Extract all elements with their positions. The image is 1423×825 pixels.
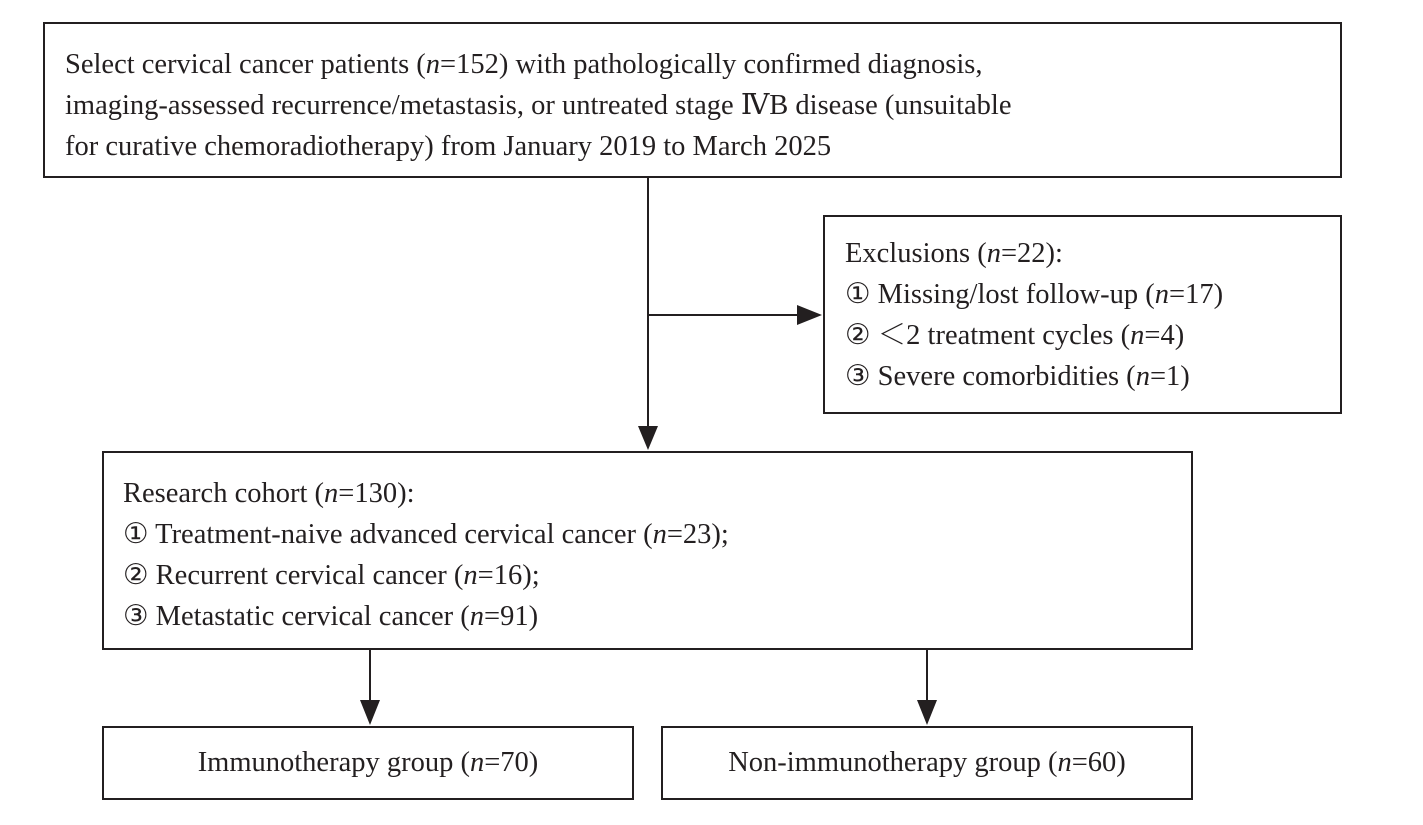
cohort-n-label: n [324, 478, 339, 509]
non-immunotherapy-label-a: Non-immunotherapy group ( [728, 747, 1058, 778]
cohort-item-3-b: =91) [484, 601, 539, 632]
selection-line-1-b: =152) with pathologically confirmed diagnosis, [440, 49, 983, 80]
immunotherapy-label-b: =70) [484, 747, 539, 778]
cohort-item-1 [123, 514, 1191, 555]
cohort-item-3 [123, 596, 1191, 637]
exclusion-item-2-a: ② ＜2 treatment cycles ( [845, 320, 1131, 351]
cohort-item-2-a: ② Recurrent cervical cancer ( [123, 560, 464, 591]
exclusions-title [845, 233, 1340, 274]
exclusion-item-1 [845, 274, 1340, 315]
immunotherapy-group-label [198, 747, 539, 779]
immunotherapy-n-label: n [469, 747, 485, 778]
selection-line-1-a: Select cervical cancer patients ( [65, 49, 426, 80]
exclusion-item-1-n: n [1154, 279, 1170, 310]
patient-selection-box [43, 22, 1342, 178]
research-cohort-box [102, 451, 1193, 650]
exclusions-title-b: =22): [1000, 238, 1063, 269]
cohort-item-2 [123, 555, 1191, 596]
non-immunotherapy-n-label: n [1057, 747, 1072, 778]
non-immunotherapy-label-b: =60) [1071, 747, 1126, 778]
exclusion-item-3 [845, 356, 1340, 397]
exclusions-box [823, 215, 1342, 414]
arrowhead-to-non-immunotherapy [917, 700, 937, 725]
exclusion-item-3-b: =1) [1149, 361, 1190, 392]
cohort-item-2-b: =16); [477, 560, 540, 591]
cohort-title-b: =130): [338, 478, 415, 509]
immunotherapy-group-box [102, 726, 634, 800]
exclusion-item-1-b: =17) [1169, 279, 1224, 310]
arrowhead-to-cohort [638, 426, 658, 450]
cohort-item-1-a: ① Treatment-naive advanced cervical cancer ( [123, 519, 653, 550]
exclusions-title-a: Exclusions ( [845, 238, 987, 269]
cohort-item-3-a: ③ Metastatic cervical cancer ( [123, 601, 470, 632]
selection-line-2: imaging-assessed recurrence/metastasis, or untreated stage ⅣB disease (unsuitable [65, 90, 1012, 121]
cohort-title-a: Research cohort ( [123, 478, 324, 509]
selection-n-label: n [425, 49, 441, 80]
non-immunotherapy-group-box [661, 726, 1193, 800]
selection-line-1 [65, 44, 1340, 85]
exclusion-item-3-n: n [1135, 361, 1150, 392]
cohort-item-1-b: =23); [666, 519, 729, 550]
exclusions-n-label: n [986, 238, 1001, 269]
non-immunotherapy-group-label [728, 747, 1126, 779]
cohort-item-2-n: n [463, 560, 478, 591]
exclusion-item-2-n: n [1130, 320, 1145, 351]
exclusion-item-2 [845, 315, 1340, 356]
cohort-title [123, 473, 1191, 514]
arrowhead-to-immunotherapy [360, 700, 380, 725]
exclusion-item-2-b: =4) [1144, 320, 1185, 351]
exclusion-item-3-a: ③ Severe comorbidities ( [845, 361, 1136, 392]
cohort-item-1-n: n [652, 519, 667, 550]
selection-line-3: for curative chemoradiotherapy) from January 2019 to March 2025 [65, 131, 832, 162]
cohort-item-3-n: n [469, 601, 485, 632]
arrowhead-to-exclusions [797, 305, 822, 325]
immunotherapy-label-a: Immunotherapy group ( [197, 747, 470, 778]
exclusion-item-1-a: ① Missing/lost follow-up ( [845, 279, 1155, 310]
